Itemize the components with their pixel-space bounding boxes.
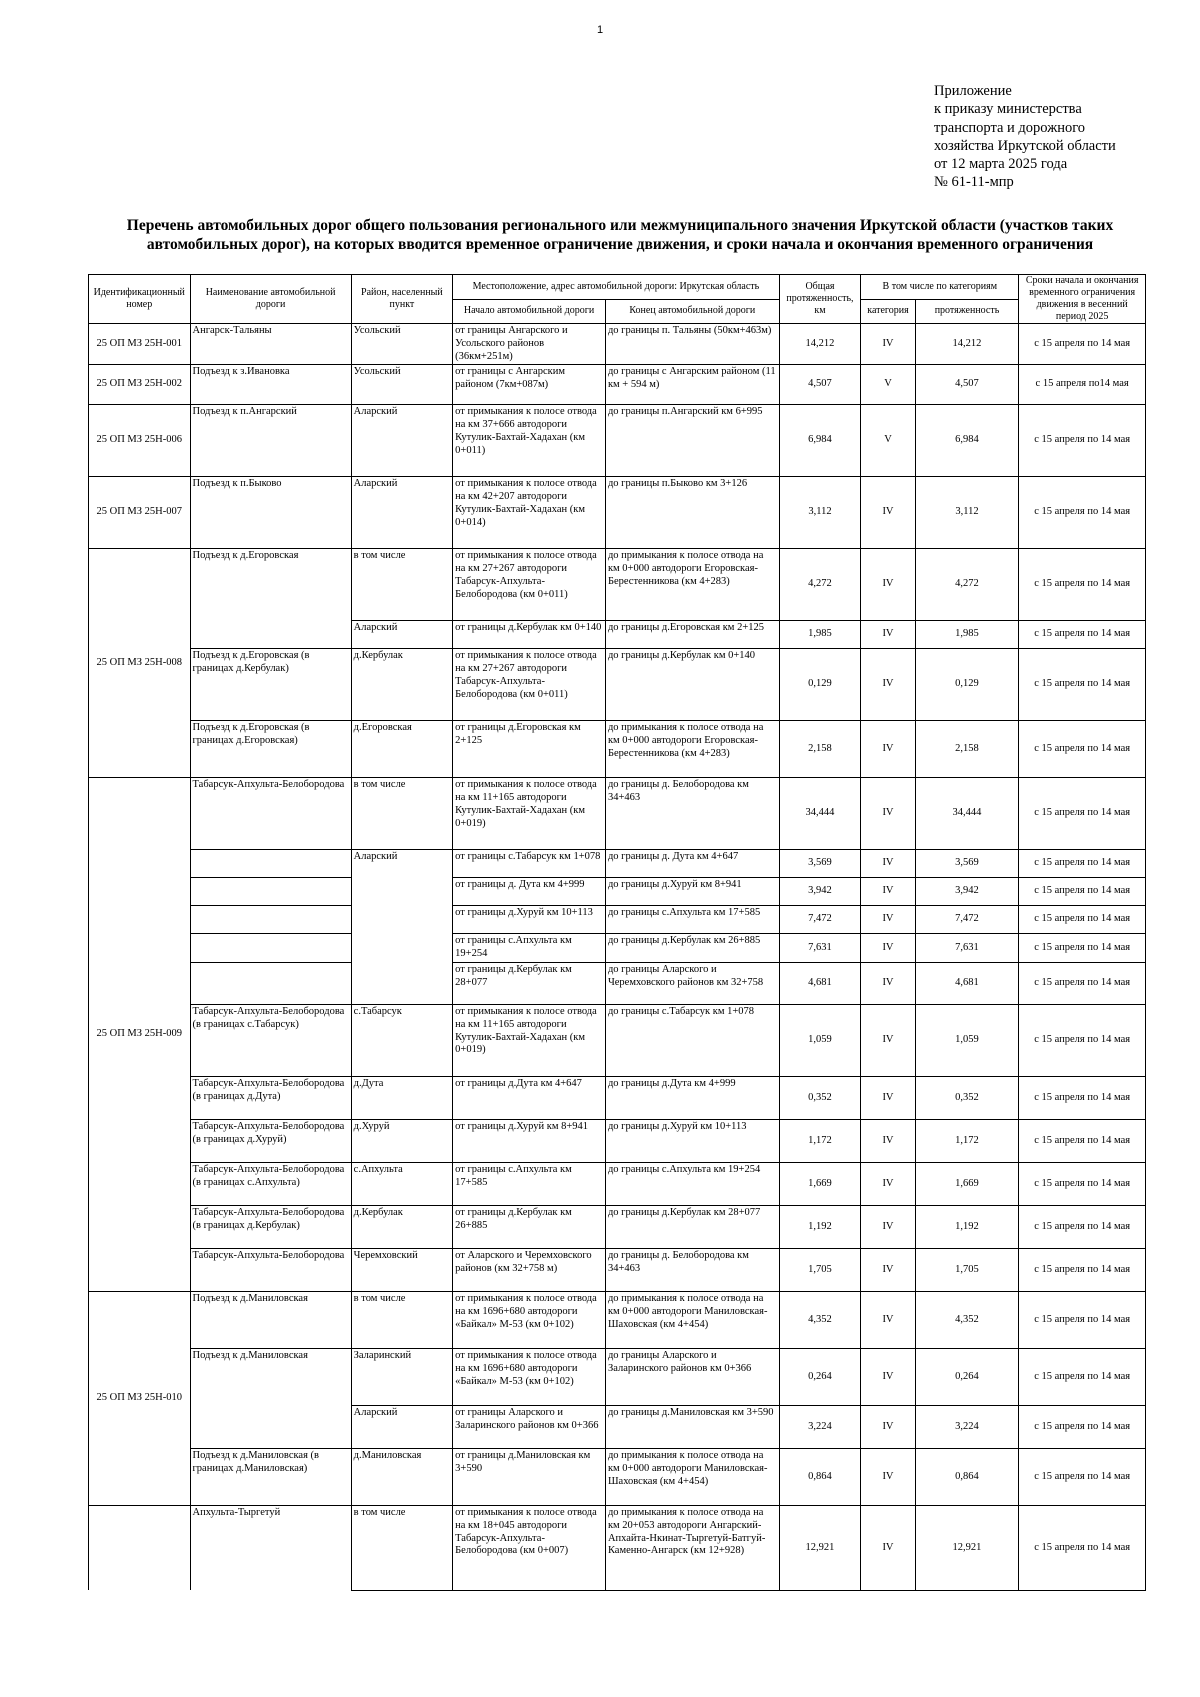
table-row [89, 649, 1146, 721]
road-dates: с 15 апреля по 14 мая [1019, 1162, 1146, 1205]
road-length: 2,158 [915, 721, 1019, 778]
road-dates: с 15 апреля по 14 мая [1019, 778, 1146, 850]
road-dates: с 15 апреля по 14 мая [1019, 962, 1146, 1004]
appendix-line: транспорта и дорожного [934, 119, 1086, 136]
road-name: Подъезд к д.Егоровская [190, 549, 351, 649]
road-name-empty [190, 850, 351, 878]
road-district: в том числе [351, 1291, 453, 1348]
table-row [89, 324, 1146, 365]
road-category: IV [861, 1405, 915, 1448]
road-start: от примыкания к полосе отвода на км 1696+680 автодороги «Байкал» М-53 (км 0+102) [453, 1348, 606, 1405]
road-name-empty [190, 906, 351, 934]
road-dates: с 15 апреля по 14 мая [1019, 649, 1146, 721]
road-length: 3,569 [915, 850, 1019, 878]
road-dates: с 15 апреля по 14 мая [1019, 1448, 1146, 1505]
road-length: 0,352 [915, 1076, 1019, 1119]
table-row [89, 1248, 1146, 1291]
road-end: до примыкания к полосе отвода на км 0+000 автодороги Егоровская-Берестенникова (км 4+283) [605, 721, 779, 778]
appendix-line: № 61-11-мпр [934, 174, 1014, 191]
road-dates: с 15 апреля по 14 мая [1019, 1076, 1146, 1119]
road-total: 6,984 [779, 405, 861, 477]
road-start: от границы д. Дута км 4+999 [453, 878, 606, 906]
road-dates: с 15 апреля по 14 мая [1019, 621, 1146, 649]
road-start: от границы д.Кербулак км 26+885 [453, 1205, 606, 1248]
road-start: от границы д.Кербулак км 0+140 [453, 621, 606, 649]
road-start: от примыкания к полосе отвода на км 18+045 автодороги Табарсук-Апхульта-Белобородова (км 0+007) [453, 1505, 606, 1590]
road-name: Подъезд к п.Быково [190, 477, 351, 549]
road-name-empty [190, 934, 351, 963]
road-id: 25 ОП МЗ 25Н-010 [89, 1291, 191, 1505]
road-dates: с 15 апреля по 14 мая [1019, 906, 1146, 934]
header-location: Местоположение, адрес автомобильной дороги: Иркутская область [453, 275, 780, 300]
road-id: 25 ОП МЗ 25Н-009 [89, 778, 191, 1292]
header-dates: Сроки начала и окончания временного ограничения движения в весенний период 2025 [1019, 275, 1146, 324]
document-title [90, 216, 1150, 254]
road-dates: с 15 апреля по 14 мая [1019, 934, 1146, 963]
table-row [89, 549, 1146, 621]
road-district: Аларский [351, 621, 453, 649]
title-line: Перечень автомобильных дорог общего пользования регионального или межмуниципального значения Иркутской области (участков таких [126, 217, 1114, 234]
appendix-block [934, 82, 1116, 192]
header-total: Общая протяженность, км [779, 275, 861, 324]
road-name: Подъезд к п.Ангарский [190, 405, 351, 477]
road-start: от границы с.Апхульта км 19+254 [453, 934, 606, 963]
road-start: от границы с.Апхульта км 17+585 [453, 1162, 606, 1205]
road-name-empty [190, 962, 351, 1004]
road-dates: с 15 апреля по 14 мая [1019, 1505, 1146, 1590]
road-length: 3,112 [915, 477, 1019, 549]
road-district: д.Кербулак [351, 1205, 453, 1248]
road-start: от границы д.Егоровская км 2+125 [453, 721, 606, 778]
road-id: 25 ОП МЗ 25Н-001 [89, 324, 191, 365]
road-id: 25 ОП МЗ 25Н-007 [89, 477, 191, 549]
header-id: Идентификационный номер [89, 275, 191, 324]
road-district: Черемховский [351, 1248, 453, 1291]
road-length: 34,444 [915, 778, 1019, 850]
road-length: 4,272 [915, 549, 1019, 621]
road-start: от границы Ангарского и Усольского районов (36км+251м) [453, 324, 606, 365]
road-total: 1,172 [779, 1119, 861, 1162]
appendix-line: хозяйства Иркутской области [934, 137, 1116, 154]
road-start: от границы д.Кербулак км 28+077 [453, 962, 606, 1004]
table-row [89, 1291, 1146, 1348]
road-id-empty [89, 1505, 191, 1590]
road-dates: с 15 апреля по 14 мая [1019, 1205, 1146, 1248]
road-length: 0,264 [915, 1348, 1019, 1405]
header-name: Наименование автомобильной дороги [190, 275, 351, 324]
road-end: до границы д.Хуруй км 8+941 [605, 878, 779, 906]
road-district: Усольский [351, 324, 453, 365]
road-id: 25 ОП МЗ 25Н-006 [89, 405, 191, 477]
road-category: IV [861, 962, 915, 1004]
road-total: 34,444 [779, 778, 861, 850]
road-district: Аларский [351, 477, 453, 549]
road-dates: с 15 апреля по 14 мая [1019, 850, 1146, 878]
road-name: Табарсук-Апхульта-Белобородова (в границах с.Апхульта) [190, 1162, 351, 1205]
table-row [89, 365, 1146, 405]
road-length: 14,212 [915, 324, 1019, 365]
road-start: от границы с.Табарсук км 1+078 [453, 850, 606, 878]
road-start: от примыкания к полосе отвода на км 37+666 автодороги Кутулик-Бахтай-Хадахан (км 0+011) [453, 405, 606, 477]
road-end: до границы д.Егоровская км 2+125 [605, 621, 779, 649]
road-category: IV [861, 1076, 915, 1119]
road-name: Табарсук-Апхульта-Белобородова (в границах д.Дута) [190, 1076, 351, 1119]
road-category: IV [861, 1348, 915, 1405]
road-category: IV [861, 1248, 915, 1291]
road-total: 14,212 [779, 324, 861, 365]
road-name: Ангарск-Тальяны [190, 324, 351, 365]
road-district: д.Егоровская [351, 721, 453, 778]
table-row [89, 1076, 1146, 1119]
road-district: с.Апхульта [351, 1162, 453, 1205]
header-category: категория [861, 299, 915, 324]
road-end: до границы п.Быково км 3+126 [605, 477, 779, 549]
road-district: с.Табарсук [351, 1004, 453, 1076]
road-total: 0,129 [779, 649, 861, 721]
road-length: 3,224 [915, 1405, 1019, 1448]
road-dates: с 15 апреля по 14 мая [1019, 1119, 1146, 1162]
road-start: от примыкания к полосе отвода на км 27+267 автодороги Табарсук-Апхульта-Белобородова (км 0+011) [453, 549, 606, 621]
road-total: 0,352 [779, 1076, 861, 1119]
road-total: 1,059 [779, 1004, 861, 1076]
road-category: IV [861, 850, 915, 878]
road-length: 7,472 [915, 906, 1019, 934]
road-start: от примыкания к полосе отвода на км 42+207 автодороги Кутулик-Бахтай-Хадахан (км 0+014) [453, 477, 606, 549]
table-row [89, 721, 1146, 778]
road-name: Апхульта-Тыргетуй [190, 1505, 351, 1590]
table-row [89, 1448, 1146, 1505]
road-district: в том числе [351, 778, 453, 850]
road-total: 4,507 [779, 365, 861, 405]
road-dates: с 15 апреля по 14 мая [1019, 1248, 1146, 1291]
road-total: 4,681 [779, 962, 861, 1004]
road-start: от границы Аларского и Заларинского районов км 0+366 [453, 1405, 606, 1448]
header-district: Район, населенный пункт [351, 275, 453, 324]
road-start: от Аларского и Черемховского районов (км 32+758 м) [453, 1248, 606, 1291]
road-dates: с 15 апреля по 14 мая [1019, 1004, 1146, 1076]
road-district: Аларский [351, 1405, 453, 1448]
road-start: от примыкания к полосе отвода на км 11+165 автодороги Кутулик-Бахтай-Хадахан (км 0+019) [453, 1004, 606, 1076]
road-start: от границы д.Хуруй км 8+941 [453, 1119, 606, 1162]
table-row [89, 405, 1146, 477]
header-end: Конец автомобильной дороги [605, 299, 779, 324]
table-row [89, 1119, 1146, 1162]
road-name: Табарсук-Апхульта-Белобородова (в границах д.Кербулак) [190, 1205, 351, 1248]
road-category: IV [861, 1205, 915, 1248]
road-length: 3,942 [915, 878, 1019, 906]
road-name: Табарсук-Апхульта-Белобородова [190, 1248, 351, 1291]
road-total: 0,864 [779, 1448, 861, 1505]
appendix-line: к приказу министерства [934, 101, 1082, 118]
road-end: до границы д.Кербулак км 26+885 [605, 934, 779, 963]
road-start: от границы с Ангарским районом (7км+087м) [453, 365, 606, 405]
road-name-empty [190, 878, 351, 906]
road-dates: с 15 апреля по14 мая [1019, 365, 1146, 405]
road-start: от границы д.Хуруй км 10+113 [453, 906, 606, 934]
road-total: 1,985 [779, 621, 861, 649]
road-name: Табарсук-Апхульта-Белобородова (в границах с.Табарсук) [190, 1004, 351, 1076]
road-end: до границы п.Ангарский км 6+995 [605, 405, 779, 477]
appendix-line: от 12 марта 2025 года [934, 156, 1068, 173]
road-length: 1,985 [915, 621, 1019, 649]
road-end: до границы с.Апхульта км 17+585 [605, 906, 779, 934]
road-name: Подъезд к д.Маниловская [190, 1348, 351, 1448]
road-dates: с 15 апреля по 14 мая [1019, 721, 1146, 778]
road-total: 4,272 [779, 549, 861, 621]
road-end: до границы д.Хуруй км 10+113 [605, 1119, 779, 1162]
road-length: 4,681 [915, 962, 1019, 1004]
road-category: IV [861, 721, 915, 778]
road-name: Подъезд к з.Ивановка [190, 365, 351, 405]
road-start: от примыкания к полосе отвода на км 27+267 автодороги Табарсук-Апхульта-Белобородова (км 0+011) [453, 649, 606, 721]
road-dates: с 15 апреля по 14 мая [1019, 1348, 1146, 1405]
road-category: IV [861, 1162, 915, 1205]
table-row [89, 778, 1146, 850]
road-total: 1,192 [779, 1205, 861, 1248]
road-total: 7,631 [779, 934, 861, 963]
road-length: 1,059 [915, 1004, 1019, 1076]
table-row [89, 906, 1146, 934]
road-district: Аларский [351, 850, 453, 1005]
road-end: до границы п. Тальяны (50км+463м) [605, 324, 779, 365]
road-total: 0,264 [779, 1348, 861, 1405]
road-dates: с 15 апреля по 14 мая [1019, 1291, 1146, 1348]
road-end: до границы д. Белобородова км 34+463 [605, 778, 779, 850]
table-row [89, 934, 1146, 963]
road-category: IV [861, 1119, 915, 1162]
appendix-line: Приложение [934, 83, 1012, 99]
table-row [89, 477, 1146, 549]
road-name: Подъезд к д.Маниловская (в границах д.Маниловская) [190, 1448, 351, 1505]
road-district: Аларский [351, 405, 453, 477]
road-category: IV [861, 1448, 915, 1505]
road-end: до границы с Ангарским районом (11 км + 594 м) [605, 365, 779, 405]
road-category: IV [861, 621, 915, 649]
road-category: IV [861, 778, 915, 850]
road-district: д.Хуруй [351, 1119, 453, 1162]
road-length: 0,129 [915, 649, 1019, 721]
road-total: 3,112 [779, 477, 861, 549]
road-length: 12,921 [915, 1505, 1019, 1590]
road-category: IV [861, 934, 915, 963]
road-end: до границы д.Кербулак км 28+077 [605, 1205, 779, 1248]
road-id: 25 ОП МЗ 25Н-008 [89, 549, 191, 778]
header-by-category: В том числе по категориям [861, 275, 1019, 300]
road-dates: с 15 апреля по 14 мая [1019, 324, 1146, 365]
table-row [89, 1205, 1146, 1248]
road-total: 1,705 [779, 1248, 861, 1291]
table-row [89, 850, 1146, 878]
road-total: 2,158 [779, 721, 861, 778]
road-category: IV [861, 549, 915, 621]
road-end: до границы д.Кербулак км 0+140 [605, 649, 779, 721]
road-start: от границы д.Дута км 4+647 [453, 1076, 606, 1119]
table-row [89, 878, 1146, 906]
road-length: 6,984 [915, 405, 1019, 477]
road-end: до примыкания к полосе отвода на км 0+000 автодороги Маниловская-Шаховская (км 4+454) [605, 1291, 779, 1348]
road-total: 4,352 [779, 1291, 861, 1348]
road-end: до примыкания к полосе отвода на км 20+053 автодороги Ангарский-Апхайта-Нкинат-Тыргетуй-Батгуй-Каменно-Ангарск (км 12+928) [605, 1505, 779, 1590]
road-length: 0,864 [915, 1448, 1019, 1505]
road-name: Подъезд к д.Егоровская (в границах д.Кербулак) [190, 649, 351, 721]
road-start: от примыкания к полосе отвода на км 11+165 автодороги Кутулик-Бахтай-Хадахан (км 0+019) [453, 778, 606, 850]
header-start: Начало автомобильной дороги [453, 299, 606, 324]
road-category: IV [861, 649, 915, 721]
road-dates: с 15 апреля по 14 мая [1019, 549, 1146, 621]
road-total: 12,921 [779, 1505, 861, 1590]
road-category: IV [861, 906, 915, 934]
title-line: автомобильных дорог), на которых вводится временное ограничение движения, и сроки начала и окончания временного ограничения [146, 236, 1094, 253]
road-length: 1,705 [915, 1248, 1019, 1291]
road-total: 1,669 [779, 1162, 861, 1205]
roads-table [88, 274, 1146, 1591]
road-length: 4,507 [915, 365, 1019, 405]
road-category: IV [861, 477, 915, 549]
road-name: Подъезд к д.Егоровская (в границах д.Егоровская) [190, 721, 351, 778]
road-end: до границы с.Табарсук км 1+078 [605, 1004, 779, 1076]
road-category: V [861, 365, 915, 405]
road-length: 1,669 [915, 1162, 1019, 1205]
road-end: до границы д.Дута км 4+999 [605, 1076, 779, 1119]
road-end: до границы Аларского и Заларинского районов км 0+366 [605, 1348, 779, 1405]
table-row [89, 962, 1146, 1004]
road-end: до примыкания к полосе отвода на км 0+000 автодороги Маниловская-Шаховская (км 4+454) [605, 1448, 779, 1505]
road-district: Заларинский [351, 1348, 453, 1405]
road-category: IV [861, 1505, 915, 1590]
road-district: в том числе [351, 549, 453, 621]
table-row [89, 1505, 1146, 1590]
table-row [89, 1162, 1146, 1205]
road-category: IV [861, 878, 915, 906]
road-end: до границы с.Апхульта км 19+254 [605, 1162, 779, 1205]
road-end: до границы Аларского и Черемховского районов км 32+758 [605, 962, 779, 1004]
road-district: д.Кербулак [351, 649, 453, 721]
table-row [89, 1348, 1146, 1405]
road-id: 25 ОП МЗ 25Н-002 [89, 365, 191, 405]
road-start: от границы д.Маниловская км 3+590 [453, 1448, 606, 1505]
road-dates: с 15 апреля по 14 мая [1019, 1405, 1146, 1448]
road-category: V [861, 405, 915, 477]
road-district: Усольский [351, 365, 453, 405]
page-number: 1 [596, 24, 604, 36]
road-category: IV [861, 1291, 915, 1348]
road-name: Табарсук-Апхульта-Белобородова (в границах д.Хуруй) [190, 1119, 351, 1162]
road-category: IV [861, 324, 915, 365]
road-end: до границы д. Белобородова км 34+463 [605, 1248, 779, 1291]
road-name: Табарсук-Апхульта-Белобородова [190, 778, 351, 850]
road-total: 7,472 [779, 906, 861, 934]
road-length: 1,172 [915, 1119, 1019, 1162]
road-end: до примыкания к полосе отвода на км 0+000 автодороги Егоровская-Берестенникова (км 4+283) [605, 549, 779, 621]
road-dates: с 15 апреля по 14 мая [1019, 477, 1146, 549]
road-district: д.Маниловская [351, 1448, 453, 1505]
header-length: протяженность [915, 299, 1019, 324]
road-dates: с 15 апреля по 14 мая [1019, 405, 1146, 477]
road-district: в том числе [351, 1505, 453, 1590]
road-end: до границы д. Дута км 4+647 [605, 850, 779, 878]
road-name: Подъезд к д.Маниловская [190, 1291, 351, 1348]
road-category: IV [861, 1004, 915, 1076]
road-length: 1,192 [915, 1205, 1019, 1248]
table-row [89, 1004, 1146, 1076]
road-dates: с 15 апреля по 14 мая [1019, 878, 1146, 906]
road-total: 3,569 [779, 850, 861, 878]
road-length: 7,631 [915, 934, 1019, 963]
road-total: 3,224 [779, 1405, 861, 1448]
road-total: 3,942 [779, 878, 861, 906]
road-end: до границы д.Маниловская км 3+590 [605, 1405, 779, 1448]
road-length: 4,352 [915, 1291, 1019, 1348]
road-start: от примыкания к полосе отвода на км 1696+680 автодороги «Байкал» М-53 (км 0+102) [453, 1291, 606, 1348]
road-district: д.Дута [351, 1076, 453, 1119]
